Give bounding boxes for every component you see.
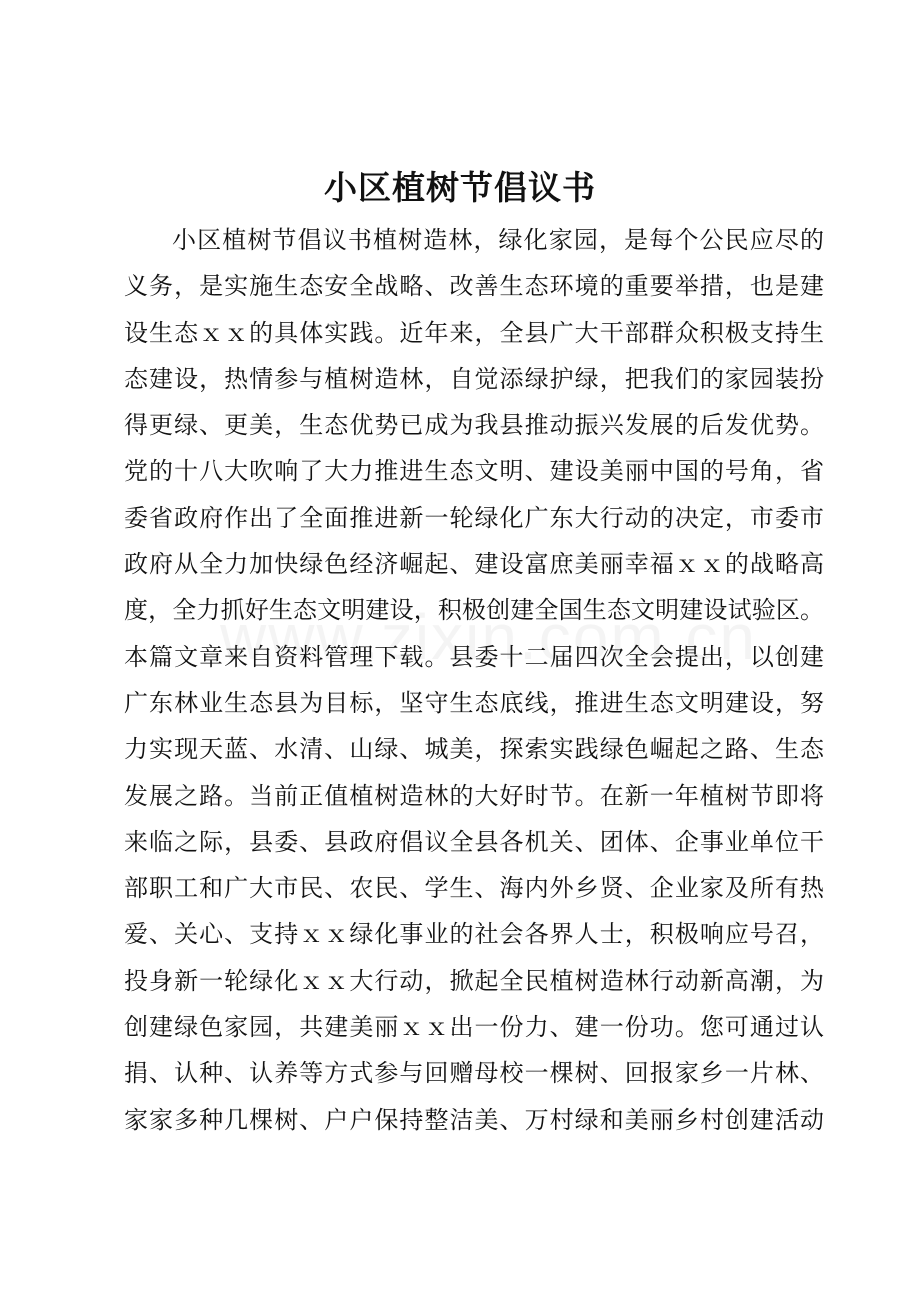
- body-line: 创建绿色家园，共建美丽ｘｘ出一份力、建一份功。您可通过认: [124, 1013, 824, 1042]
- body-line: 小区植树节倡议书植树造林，绿化家园，是每个公民应尽的: [172, 226, 824, 254]
- body-line: 政府从全力加快绿色经济崛起、建设富庶美丽幸福ｘｘ的战略高: [124, 550, 824, 579]
- body-line: 党的十八大吹响了大力推进生态文明、建设美丽中国的号角，省: [124, 457, 824, 486]
- body-line: 发展之路。当前正值植树造林的大好时节。在新一年植树节即将: [124, 781, 824, 810]
- document-body: [124, 217, 824, 1143]
- body-line: 本篇文章来自资料管理下载。县委十二届四次全会提出，以创建: [124, 642, 824, 671]
- body-line: 来临之际，县委、县政府倡议全县各机关、团体、企事业单位干: [124, 827, 824, 856]
- body-line: 设生态ｘｘ的具体实践。近年来，全县广大干部群众积极支持生: [124, 318, 824, 347]
- body-line: 力实现天蓝、水清、山绿、城美，探索实践绿色崛起之路、生态: [124, 735, 824, 764]
- body-line: 家家多种几棵树、户户保持整洁美、万村绿和美丽乡村创建活动: [124, 1105, 824, 1134]
- body-line: 态建设，热情参与植树造林，自觉添绿护绿，把我们的家园装扮: [124, 364, 824, 393]
- body-line: 义务，是实施生态安全战略、改善生态环境的重要举措，也是建: [124, 272, 824, 301]
- body-line: 度，全力抓好生态文明建设，积极创建全国生态文明建设试验区。: [124, 596, 824, 625]
- document-title: 小区植树节倡议书: [324, 168, 596, 207]
- body-line: 爱、关心、支持ｘｘ绿化事业的社会各界人士，积极响应号召，: [124, 920, 824, 949]
- body-line: 部职工和广大市民、农民、学生、海内外乡贤、企业家及所有热: [124, 874, 824, 903]
- body-line: 投身新一轮绿化ｘｘ大行动，掀起全民植树造林行动新高潮，为: [124, 966, 824, 995]
- body-line: 广东林业生态县为目标，坚守生态底线，推进生态文明建设，努: [124, 688, 824, 717]
- body-line: 捐、认种、认养等方式参与回赠母校一棵树、回报家乡一片林、: [124, 1059, 824, 1088]
- body-line: 委省政府作出了全面推进新一轮绿化广东大行动的决定，市委市: [124, 503, 824, 532]
- body-line: 得更绿、更美，生态优势已成为我县推动振兴发展的后发优势。: [124, 411, 824, 440]
